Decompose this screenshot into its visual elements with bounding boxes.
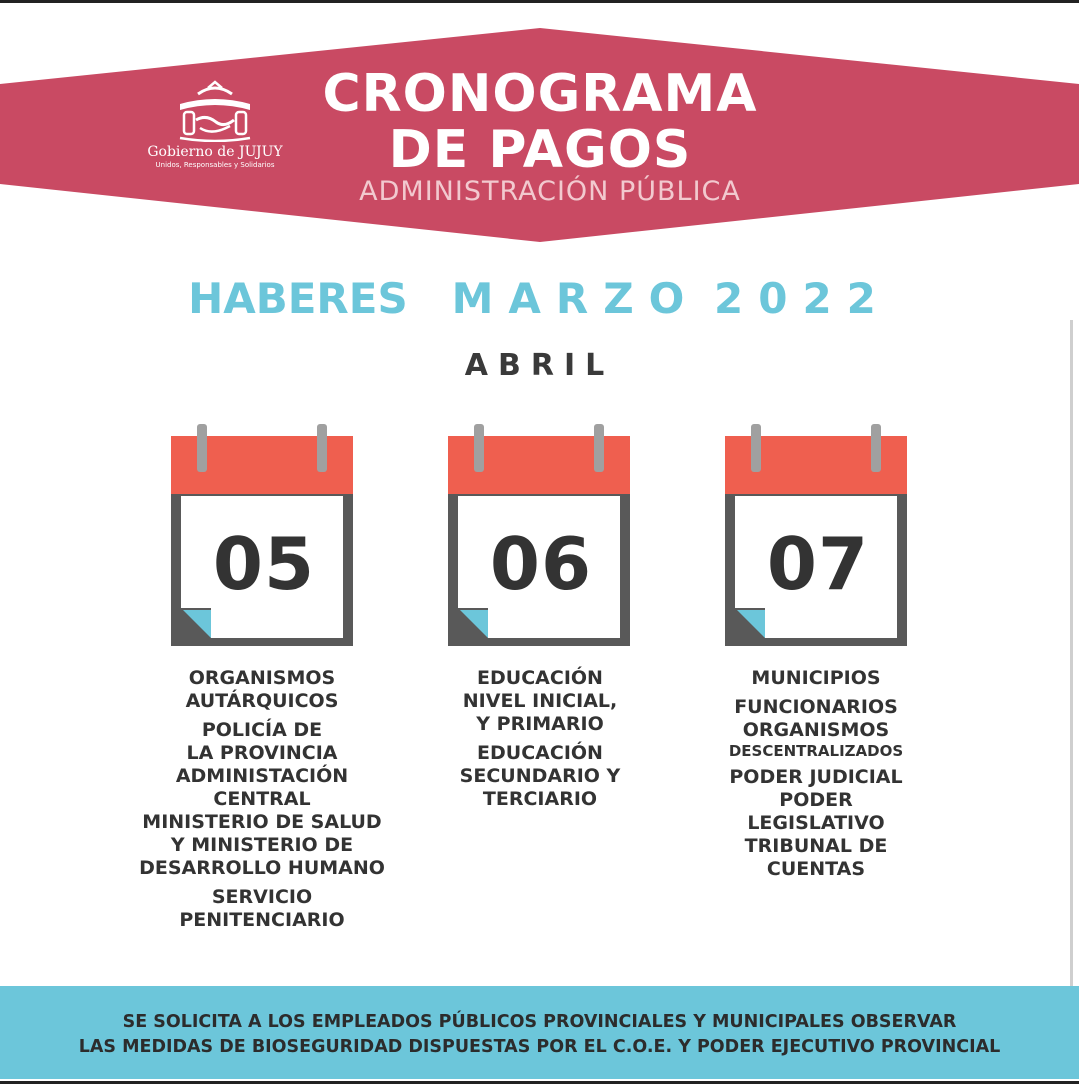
list-line: CUENTAS bbox=[766, 858, 866, 880]
list-line: NIVEL INICIAL, bbox=[462, 690, 618, 712]
list-line: AUTÁRQUICOS bbox=[185, 690, 339, 712]
top-border bbox=[0, 0, 1079, 3]
list-line: TRIBUNAL DE bbox=[744, 835, 888, 857]
list-line: POLICÍA DE bbox=[201, 719, 323, 741]
subtitle: ADMINISTRACIÓN PÚBLICA bbox=[359, 176, 741, 207]
list-line: MUNICIPIOS bbox=[751, 667, 881, 689]
list-line: PODER bbox=[779, 789, 853, 811]
handshake-emblem-icon bbox=[170, 80, 260, 142]
salary-heading-word: HABERES bbox=[188, 274, 408, 323]
list-line: ADMINISTACIÓN bbox=[175, 765, 349, 787]
logo-motto: Unidos, Responsables y Solidarios bbox=[155, 161, 275, 169]
logo-government-name: Gobierno de JUJUY bbox=[147, 144, 283, 160]
footer-notice bbox=[0, 986, 1079, 1079]
list-line: SECUNDARIO Y bbox=[459, 765, 621, 787]
list-line: Y MINISTERIO DE bbox=[170, 834, 354, 856]
list-line: Y PRIMARIO bbox=[476, 713, 604, 735]
list-line: PENITENCIARIO bbox=[179, 909, 345, 931]
calendar-day-number: 07 bbox=[766, 522, 870, 606]
list-line: TERCIARIO bbox=[482, 788, 598, 810]
list-line: EDUCACIÓN bbox=[477, 742, 603, 764]
calendar-day-3 bbox=[725, 424, 935, 649]
calendar-day-2 bbox=[448, 424, 658, 649]
right-edge-line bbox=[1070, 320, 1073, 1000]
footer-line-2: LAS MEDIDAS DE BIOSEGURIDAD DISPUESTAS POR EL C.O.E. Y PODER EJECUTIVO PROVINCIAL bbox=[78, 1037, 1001, 1057]
list-line: EDUCACIÓN bbox=[477, 667, 603, 689]
payment-month: ABRIL bbox=[464, 348, 615, 383]
list-line: ORGANISMOS bbox=[742, 719, 890, 741]
day-1-list bbox=[112, 667, 412, 932]
list-line: LA PROVINCIA bbox=[186, 742, 338, 764]
list-line: DESCENTRALIZADOS bbox=[728, 742, 904, 760]
list-line: MINISTERIO DE SALUD bbox=[142, 811, 382, 833]
title-line-1: CRONOGRAMA bbox=[322, 64, 758, 124]
day-2-list bbox=[400, 667, 680, 811]
list-line: CENTRAL bbox=[213, 788, 311, 810]
title-line-2: DE PAGOS bbox=[388, 120, 692, 180]
footer-line-1: SE SOLICITA A LOS EMPLEADOS PÚBLICOS PROVINCIALES Y MUNICIPALES OBSERVAR bbox=[122, 1012, 957, 1032]
salary-heading-year: 2022 bbox=[714, 274, 891, 323]
day-3-list bbox=[676, 667, 956, 881]
list-line: ORGANISMOS bbox=[188, 667, 336, 689]
calendar-day-1 bbox=[171, 424, 381, 649]
salary-heading-month: MARZO bbox=[451, 274, 700, 323]
list-line: FUNCIONARIOS bbox=[734, 696, 898, 718]
list-line: DESARROLLO HUMANO bbox=[139, 857, 385, 879]
list-line: PODER JUDICIAL bbox=[729, 766, 903, 788]
list-line: LEGISLATIVO bbox=[747, 812, 885, 834]
salary-heading bbox=[0, 274, 1079, 323]
calendar-day-number: 05 bbox=[212, 522, 316, 606]
list-line: SERVICIO bbox=[211, 886, 313, 908]
calendar-day-number: 06 bbox=[489, 522, 593, 606]
government-logo bbox=[140, 80, 290, 180]
